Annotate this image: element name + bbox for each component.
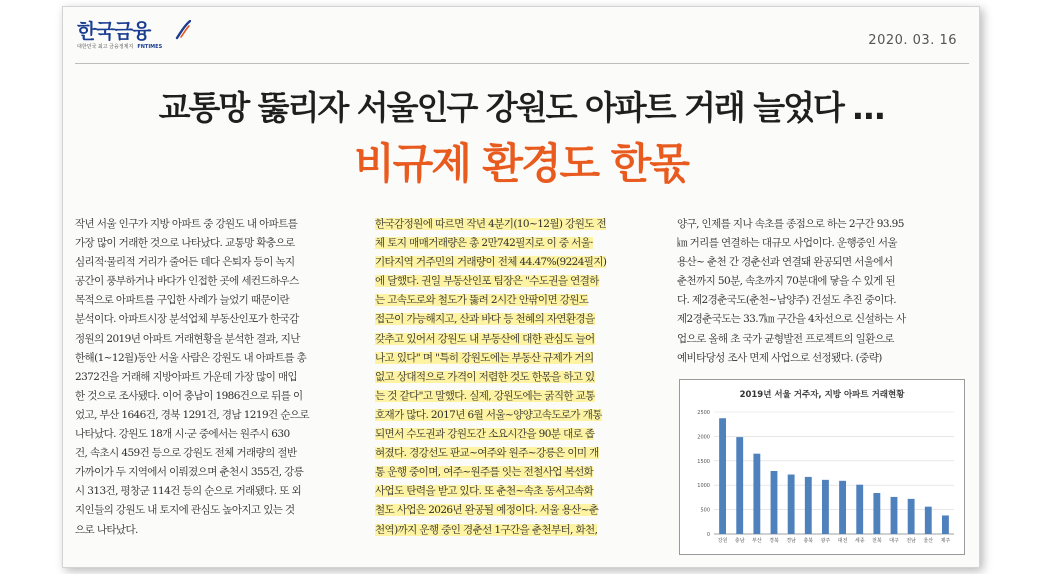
- bar: [891, 497, 898, 534]
- article-line: [375, 272, 665, 291]
- article-line-text: 에 달했다. 권일 부동산인포 팀장은 "수도권을 연결하: [375, 275, 599, 288]
- article-line: [677, 291, 969, 310]
- article-line: [375, 463, 665, 482]
- newspaper-clipping: [62, 6, 980, 568]
- article-line: [677, 349, 969, 368]
- article-column-3: [677, 215, 969, 368]
- article-line-text: 작년 서울 인구가 지방 아파트 중 강원도 내 아파트를: [75, 218, 298, 230]
- article-line-text: 목적으로 아파트를 구입한 사례가 늘었기 때문이란: [75, 294, 290, 307]
- article-line: [677, 253, 969, 272]
- bar: [942, 515, 949, 534]
- article-line: [75, 253, 361, 272]
- article-line-text: 는 것 같다"고 말했다. 실제, 강원도에는 굵직한 교통: [375, 389, 595, 402]
- x-tick-label: 대전: [837, 538, 848, 544]
- article-line-text: 었고, 부산 1646건, 경북 1291건, 경남 1219건 순으로: [75, 408, 309, 421]
- x-tick-label: 강원: [717, 538, 728, 544]
- article-line-text: 혀졌다. 경강선도 판교~여주와 원주~강릉은 이미 개: [375, 447, 599, 460]
- article-line-text: 2372건을 거래해 지방아파트 가운데 가장 많이 매입: [75, 370, 298, 383]
- article-line: [75, 387, 361, 406]
- article-line: [375, 406, 665, 425]
- article-line-text: 으로 나타났다.: [75, 523, 138, 536]
- article-line-text: 시 313건, 평창군 114건 등의 순으로 거래됐다. 또 외: [75, 485, 302, 498]
- article-line-text: 분석이다. 아파트시장 분석업체 부동산인포가 한국감: [75, 313, 299, 326]
- bar: [908, 499, 915, 534]
- article-line: [677, 310, 969, 329]
- article-line-text: 나타났다. 강원도 18개 시·군 중에서는 원주시 630: [75, 428, 290, 441]
- article-line-text: 용산~ 춘천 간 경춘선과 연결돼 완공되면 서울에서: [677, 256, 893, 269]
- x-tick-label: 충북: [803, 538, 814, 544]
- article-line: [375, 253, 665, 272]
- x-tick-label: 대구: [889, 538, 899, 544]
- article-line: [375, 444, 665, 463]
- article-line-text: ㎞ 거리를 연결하는 대규모 사업이다. 운행중인 서울: [677, 237, 897, 250]
- article-line-text: 갖추고 있어서 강원도 내 부동산에 대한 관심도 늘어: [375, 332, 595, 345]
- article-line: [375, 482, 665, 501]
- article-line: [75, 463, 361, 482]
- article-line-text: 양구, 인제를 지나 속초를 종점으로 하는 2구간 93.95: [677, 218, 904, 230]
- article-line-text: 정원의 2019년 아파트 거래현황을 분석한 결과, 지난: [75, 332, 300, 345]
- article-line-text: 철도 사업은 2026년 완공될 예정이다. 서울 용산~춘: [375, 504, 599, 517]
- x-tick-label: 부산: [752, 538, 762, 544]
- chart-plot: [680, 380, 964, 554]
- article-line: [677, 234, 969, 253]
- article-line: [75, 521, 361, 540]
- article-line: [75, 482, 361, 501]
- article-line-text: 는 고속도로와 철도가 뚫려 2시간 안팎이면 강원도: [375, 294, 589, 307]
- article-line-text: 되면서 수도권과 강원도간 소요시간을 90분 대로 좁: [375, 428, 595, 441]
- bar: [856, 485, 863, 534]
- masthead-brand-en: FNTIMES: [137, 44, 163, 50]
- article-line: [75, 406, 361, 425]
- article-line-text: 나고 있다" 며 "특히 강원도에는 부동산 규제가 거의: [375, 351, 594, 364]
- article-line: [375, 425, 665, 444]
- chart-title: 2019년 서울 거주자, 지방 아파트 거래현황: [739, 390, 905, 400]
- article-line-text: 한해(1~12월)동안 서울 사람은 강원도 내 아파트를 총: [75, 351, 307, 364]
- article-line-text: 체 토지 매매거래량은 총 2만742필지로 이 중 서울·: [375, 237, 593, 250]
- article-line: [75, 272, 361, 291]
- x-tick-label: 전북: [872, 538, 882, 544]
- article-line: [375, 291, 665, 310]
- y-tick-label: 1500: [697, 458, 710, 465]
- article-line: [75, 330, 361, 349]
- bar-chart: [679, 379, 965, 555]
- bar: [839, 481, 846, 534]
- x-tick-label: 세종: [854, 538, 865, 544]
- subheadline: 비규제 환경도 한몫: [354, 139, 688, 188]
- bar: [805, 477, 812, 534]
- article-line: [677, 272, 969, 291]
- masthead-logo: 한국금융: [77, 19, 151, 43]
- article-line-text: 천역)까지 운행 중인 경춘선 1구간을 춘천부터, 화천,: [375, 523, 598, 536]
- bar: [771, 471, 778, 534]
- x-tick-label: 경남: [786, 538, 796, 544]
- article-line: [375, 501, 665, 520]
- article-line-text: 가장 많이 거래한 것으로 나타났다. 교통망 확충으로: [75, 237, 295, 250]
- article-line: [75, 425, 361, 444]
- article-line-text: 예비타당성 조사 면제 사업으로 선정됐다. (중략): [677, 351, 882, 364]
- article-line: [375, 330, 665, 349]
- article-line: [75, 291, 361, 310]
- article-line: [75, 368, 361, 387]
- article-line: [75, 310, 361, 329]
- article-line-text: 없고 상대적으로 가격이 저렴한 것도 한몫을 하고 있: [375, 370, 595, 383]
- article-line-text: 제2경춘국도는 33.7㎞ 구간을 4차선으로 신설하는 사: [677, 313, 906, 326]
- article-line-text: 업으로 올해 초 국가 균형발전 프로젝트의 일환으로: [677, 332, 894, 345]
- article-line-text: 접근이 가능해지고, 산과 바다 등 천혜의 자연환경을: [375, 313, 595, 326]
- issue-date: 2020. 03. 16: [868, 33, 957, 48]
- x-tick-label: 경북: [769, 538, 779, 544]
- article-line-text: 심리적·물리적 거리가 줄어든 데다 은퇴자 등이 녹지: [75, 256, 295, 269]
- article-line-text: 지인들의 강원도 내 토지에 관심도 높아지고 있는 것: [75, 504, 295, 517]
- bar: [719, 418, 726, 534]
- masthead-tagline: 대한민국 최고 금융정제지: [77, 44, 134, 50]
- headline: 교통망 뚫리자 서울인구 강원도 아파트 거래 늘었다 …: [158, 88, 884, 127]
- article-line-text: 사업도 탄력을 받고 있다. 또 춘천~속초 동서고속화: [375, 485, 594, 498]
- article-line: [375, 521, 665, 540]
- article-line-text: 가까이가 두 지역에서 이뤄졌으며 춘천시 355건, 강릉: [75, 466, 304, 479]
- article-line: [75, 501, 361, 520]
- article-column-2: [375, 215, 665, 540]
- article-line: [375, 368, 665, 387]
- swoosh-logo-icon: [175, 20, 191, 40]
- article-line-text: 호재가 많다. 2017년 6월 서울~양양고속도로가 개통: [375, 408, 602, 421]
- y-tick-label: 2500: [697, 410, 710, 416]
- x-tick-label: 제주: [940, 538, 951, 544]
- article-line: [75, 444, 361, 463]
- y-tick-label: 1000: [697, 483, 710, 490]
- article-line: [375, 349, 665, 368]
- article-line-text: 기타지역 거주민의 거래량이 전체 44.47%(9224필지): [375, 256, 607, 269]
- article-line: [375, 234, 665, 253]
- article-line-text: 다. 제2경춘국도(춘천~남양주) 건설도 추진 중이다.: [677, 294, 897, 307]
- article-line: [375, 215, 665, 234]
- bar: [736, 437, 743, 534]
- article-line: [677, 330, 969, 349]
- bar: [753, 454, 760, 534]
- article-line: [375, 310, 665, 329]
- x-tick-label: 전남: [906, 538, 916, 544]
- article-line: [75, 349, 361, 368]
- bar: [873, 493, 880, 534]
- bar: [925, 507, 932, 534]
- article-column-1: [75, 215, 361, 540]
- article-line: [375, 387, 665, 406]
- bar: [822, 480, 829, 534]
- masthead-divider: [75, 63, 969, 64]
- y-tick-label: 2000: [697, 434, 710, 441]
- article-line-text: 건, 속초시 459건 등으로 강원도 전체 거래량의 절반: [75, 447, 297, 460]
- y-tick-label: 500: [700, 507, 710, 514]
- article-line-text: 공간이 풍부하거나 바다가 인접한 곳에 세컨드하우스: [75, 275, 299, 288]
- article-line-text: 한 것으로 조사됐다. 이어 충남이 1986건으로 뒤를 이: [75, 389, 303, 402]
- article-line-text: 통 운행 중이며, 여주~원주를 잇는 전철사업 복선화: [375, 466, 594, 479]
- y-tick-label: 0: [706, 532, 710, 538]
- x-tick-label: 울산: [923, 538, 934, 544]
- article-line-text: 춘천까지 50분, 속초까지 70분대에 닿을 수 있게 된: [677, 275, 895, 288]
- article-line-text: 한국감정원에 따르면 작년 4분기(10~12월) 강원도 전: [375, 218, 607, 230]
- masthead-tagline-row: [77, 44, 162, 51]
- x-tick-label: 충남: [734, 538, 745, 544]
- x-tick-label: 광주: [820, 538, 831, 544]
- masthead: [77, 19, 277, 55]
- article-line: [677, 215, 969, 234]
- bar: [788, 475, 795, 534]
- article-line: [75, 234, 361, 253]
- article-line: [75, 215, 361, 234]
